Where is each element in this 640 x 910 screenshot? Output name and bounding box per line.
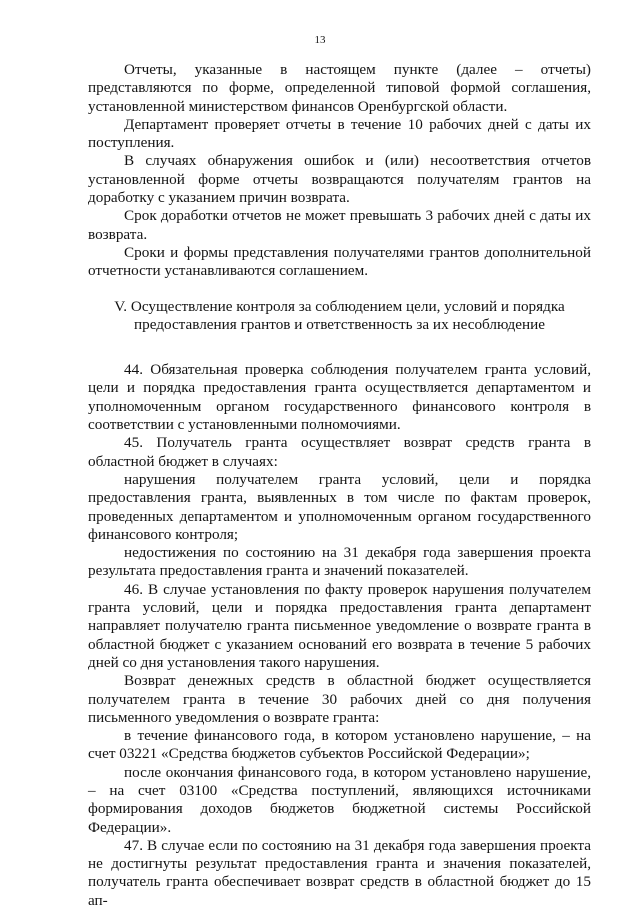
- paragraph-reports-rework: Срок доработки отчетов не может превышать 3 рабочих дней с даты их возврата.: [88, 207, 591, 243]
- paragraph-45-case-not-achieved: недостижения по состоянию на 31 декабря года завершения проекта результата предоставления гранта и значений показателей.: [88, 544, 591, 580]
- section-heading-line1: V. Осуществление контроля за соблюдением цели, условий и порядка: [114, 297, 565, 315]
- paragraph-46-account-after-year: после окончания финансового года, в котором установлено нарушение, – на счет 03100 «Средства поступлений, являющихся источниками формирования доходов бюджетов бюджетной системы Российской Федерации».: [88, 763, 591, 836]
- paragraph-reports-additional: Сроки и формы представления получателями грантов дополнительной отчетности устанавливаются соглашением.: [88, 243, 591, 280]
- page-number: 13: [314, 34, 326, 46]
- paragraph-47: 47. В случае если по состоянию на 31 декабря года завершения проекта не достигнуты результат предоставления гранта и значения показателей, получатель гранта обеспечивает возврат средств в областной бюджет до 15 ап-: [88, 836, 591, 909]
- paragraph-reports-errors: В случаях обнаружения ошибок и (или) несоответствия отчетов установленной форме отчеты возвращаются получателям грантов на доработку с указанием причин возврата.: [88, 152, 591, 207]
- paragraph-reports-check: Департамент проверяет отчеты в течение 10 рабочих дней с даты их поступления.: [88, 115, 591, 152]
- paragraph-reports-form: Отчеты, указанные в настоящем пункте (далее – отчеты) представляются по форме, определенной типовой формой соглашения, установленной министерством финансов Оренбургской области.: [88, 61, 591, 115]
- paragraph-45: 45. Получатель гранта осуществляет возврат средств гранта в областной бюджет в случаях:: [88, 434, 591, 470]
- section-heading-line2: предоставления грантов и ответственность за их несоблюдение: [133, 315, 546, 333]
- document-body: [88, 61, 591, 910]
- paragraph-44: 44. Обязательная проверка соблюдения получателем гранта условий, цели и порядка предоставления гранта осуществляется департаментом и уполномоченным органом государственного финансового контроля в соответствии с установленными полномочиями.: [88, 361, 591, 434]
- paragraph-46-account-current-year: в течение финансового года, в котором установлено нарушение, – на счет 03221 «Средства бюджетов субъектов Российской Федерации»;: [88, 727, 591, 763]
- paragraph-45-case-violation: нарушения получателем гранта условий, цели и порядка предоставления гранта, выявленных в том числе по фактам проверок, проведенных департаментом и уполномоченным органом государственного финансового контроля;: [88, 470, 591, 543]
- paragraph-46: 46. В случае установления по факту проверок нарушения получателем гранта условий, цели и порядка предоставления гранта департамент направляет получателю гранта письменное уведомление о возврате гранта в областной бюджет с указанием оснований его возврата в течение 5 рабочих дней со дня установления такого нарушения.: [88, 580, 591, 671]
- paragraph-46-return: Возврат денежных средств в областной бюджет осуществляется получателем гранта в течение 30 рабочих дней со дня получения письменного уведомления о возврате гранта:: [88, 672, 591, 726]
